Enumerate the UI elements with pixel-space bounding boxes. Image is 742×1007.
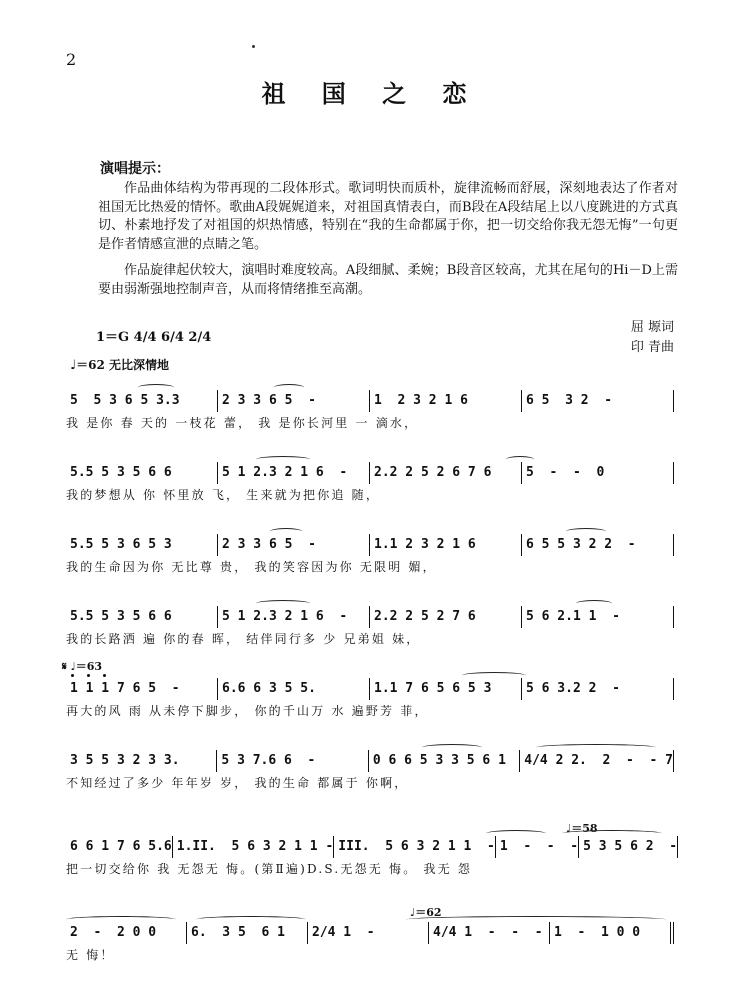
measure: 1.1 2 3 2 1 6 xyxy=(370,534,522,556)
measure: 4/4 2 2. 2 - - 7 xyxy=(520,750,674,772)
measure: 1 2 3 2 1 6 xyxy=(370,390,522,412)
measure: 4/4 1 - - - xyxy=(429,922,550,944)
measure: 5 1 2.3 2 1 6 - xyxy=(218,462,370,484)
measure: 0 6 6 5 3 3 5 6 1 xyxy=(369,750,520,772)
measure: 1.1 7 6 5 6 5 3 xyxy=(370,678,522,700)
measure: 5 6 3.2 2 - xyxy=(522,678,674,700)
measure: III. 5 6 3 2 1 1 - xyxy=(334,836,496,858)
tempo-value: ＝62 xyxy=(415,906,442,919)
slur xyxy=(562,830,662,837)
score-system-3 xyxy=(66,524,674,584)
measure: 2.2 2 5 2 6 7 6 xyxy=(370,462,522,484)
credits xyxy=(631,318,674,358)
slur xyxy=(256,600,310,607)
notes-row xyxy=(66,606,674,628)
slur xyxy=(566,528,606,535)
tempo-value: ＝63 xyxy=(75,660,103,673)
tie xyxy=(406,916,666,923)
notes-row xyxy=(66,462,674,484)
notes-row xyxy=(66,750,674,772)
crescendo-hairpin xyxy=(486,830,546,837)
measure: 5.5 5 3 6 5 3 xyxy=(66,534,218,556)
measure: 5 1 2.3 2 1 6 - xyxy=(218,606,370,628)
notes-row xyxy=(66,678,674,700)
measure: 3 5 5 3 2 3 3. xyxy=(66,750,217,772)
tie xyxy=(536,744,656,751)
score-system-8 xyxy=(66,906,674,972)
score-system-2 xyxy=(66,452,674,512)
slur xyxy=(270,528,302,535)
measure: 5.5 5 3 5 6 6 xyxy=(66,462,218,484)
tie xyxy=(66,916,176,923)
slur xyxy=(422,744,482,751)
measure: 6.6 6 3 5 5. xyxy=(218,678,370,700)
measure: 6 5 5 3 2 2 - xyxy=(522,534,674,556)
slur xyxy=(138,384,174,391)
score-system-7 xyxy=(66,822,678,886)
score-system-6 xyxy=(66,740,674,800)
notes-row xyxy=(66,922,674,944)
lyrics-line: 无 悔！ xyxy=(66,948,115,962)
measure: 6 6 1 7 6 5.6 xyxy=(66,836,173,858)
slur xyxy=(576,600,612,607)
quarter-note-icon: ♩ xyxy=(566,822,572,835)
tips-paragraph-1: 作品曲体结构为带再现的二段体形式。歌词明快而质朴，旋律流畅而舒展，深刻地表达了作者对祖国无比热爱的情怀。歌曲A段娓娓道来，对祖国真情表白，而B段在A段结尾上以八度跳进的方式真切、朴素地抒发了对祖国的炽热情感，特别在“我的生命都属于你，把一切交给你我无怨无悔”一句更是作者情感宣泄的点睛之笔。 xyxy=(98,181,678,252)
tempo-marking xyxy=(70,356,169,373)
measure: 2 3 3 6 5 - xyxy=(218,534,370,556)
slur xyxy=(506,456,534,463)
measure: 1 - - - xyxy=(496,836,579,858)
measure: 5 5 3 6 5 3.3 xyxy=(66,390,218,412)
measure: 5 - - 0 xyxy=(522,462,674,484)
lyrics-line: 把一切交给你 我 无怨无 悔。(第Ⅱ遍)D.S.无怨无 悔。 我无 怨 xyxy=(66,862,473,876)
score-system-1 xyxy=(66,380,674,440)
score-system-4 xyxy=(66,596,674,656)
ink-speck xyxy=(252,45,255,48)
expression-marking: 无比深情地 xyxy=(109,358,170,372)
score-system-5 xyxy=(62,660,674,728)
segno-tempo xyxy=(62,658,102,674)
quarter-note-icon: ♩ xyxy=(70,660,76,673)
song-title: 祖 国 之 恋 xyxy=(261,79,481,108)
measure: 1.II. 5 6 3 2 1 1 - xyxy=(173,836,335,858)
lyrics-line: 我的梦想从 你 怀里放 飞， 生来就为把你追 随， xyxy=(66,488,381,502)
tempo-value: ＝58 xyxy=(571,822,598,835)
notes-row xyxy=(66,534,674,556)
lyrics-line: 我 是你 春 天的 一枝花 蕾， 我 是你长河里 一 滴水， xyxy=(66,416,419,430)
notes-row xyxy=(66,390,674,412)
measure: 2 3 3 6 5 - xyxy=(218,390,370,412)
lyrics-line: 不知经过了多少 年年岁 岁， 我的生命 都属于 你啊， xyxy=(66,776,409,790)
page-number: 2 xyxy=(66,50,77,69)
composer-credit: 印 青曲 xyxy=(630,340,674,355)
measure: 2/4 1 - xyxy=(308,922,429,944)
measure: 5 6 2.1 1 - xyxy=(522,606,674,628)
slur xyxy=(462,672,526,679)
measure: 6 5 3 2 - xyxy=(522,390,674,412)
slur xyxy=(196,916,306,923)
high-octave-dot xyxy=(103,674,106,677)
quarter-note-icon: ♩ xyxy=(410,906,416,919)
slur xyxy=(256,456,310,463)
measure: 2.2 2 5 2 7 6 xyxy=(370,606,522,628)
measure: 1 1 1 7 6 5 - xyxy=(66,678,218,700)
high-octave-dot xyxy=(71,674,74,677)
slur xyxy=(274,384,304,391)
measure: 5.5 5 3 5 6 6 xyxy=(66,606,218,628)
measure: 5 3 5 6 2 - xyxy=(579,836,678,858)
final-measure: 1 - 1 0 0 xyxy=(550,922,674,944)
lyrics-line: 我的生命因为你 无比尊 贵， 我的笑容因为你 无限明 媚， xyxy=(66,560,437,574)
notes-row xyxy=(66,836,678,858)
quarter-note-icon: ♩ xyxy=(70,358,77,373)
lyrics-line: 我的长路洒 遍 你的春 晖， 结伴同行多 少 兄弟姐 妹， xyxy=(66,632,421,646)
measure: 6. 3 5 6 1 xyxy=(187,922,308,944)
performance-tips-heading: 演唱提示： xyxy=(100,161,170,177)
key-signature: 1＝G 4/4 6/4 2/4 xyxy=(96,330,212,345)
measure: 5 3 7.6 6 - xyxy=(217,750,368,772)
tips-paragraph-2: 作品旋律起伏较大，演唱时难度较高。A段细腻、柔婉；B段音区较高，尤其在尾句的Hi－D上需要由弱渐强地控制声音，从而将情绪推至高潮。 xyxy=(98,263,678,297)
lyricist-credit: 屈 塬词 xyxy=(630,320,674,335)
tempo-value: ＝62 xyxy=(76,358,105,372)
segno-icon: 𝄋 xyxy=(62,660,67,673)
lyrics-line: 再大的风 雨 从未停下脚步， 你的千山万 水 遍野芳 菲， xyxy=(66,704,429,718)
high-octave-dot xyxy=(87,674,90,677)
measure: 2 - 2 0 0 xyxy=(66,922,187,944)
